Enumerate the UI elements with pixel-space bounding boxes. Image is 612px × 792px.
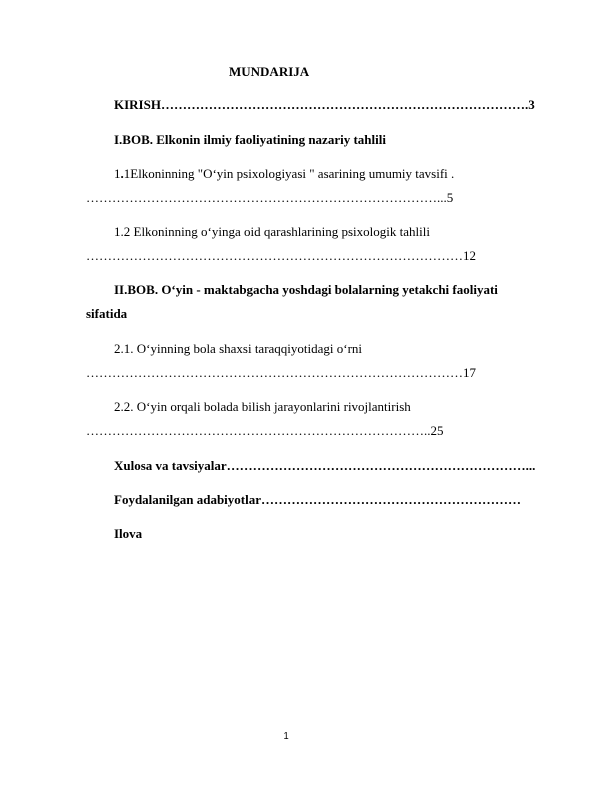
toc-entry-xulosa: Xulosa va tavsiyalar……………………………………………………………...: [114, 458, 536, 473]
toc-entry-1-1-leader: ………………………………………………………………………...5: [86, 190, 454, 205]
toc-chapter-2-heading-cont: sifatida: [86, 306, 128, 321]
toc-entry-kirish: KIRISH………………………………………………………………………….3: [114, 97, 535, 112]
toc-entry-1-1-dot: .: [120, 166, 124, 181]
toc-entry-2-1: 2.1. O‘yinning bola shaxsi taraqqiyotidagi o‘rni: [114, 341, 363, 356]
toc-entry-2-2: 2.2. O‘yin orqali bolada bilish jarayonlarini rivojlantirish: [114, 399, 411, 414]
toc-entry-adabiyotlar: Foydalanilgan adabiyotlar……………………………………………………: [114, 492, 521, 507]
toc-entry-1-2: 1.2 Elkoninning o‘yinga oid qarashlarining psixologik tahlili: [114, 224, 430, 239]
toc-entry-ilova: Ilova: [114, 526, 143, 541]
toc-entry-2-2-leader: ……………………………………………………………………..25: [86, 423, 444, 438]
toc-entry-1-1-text: 1Elkoninning "O‘yin psixologiyasi " asarining umumiy tavsifi .: [123, 166, 455, 181]
toc-entry-1-1: [114, 166, 454, 182]
toc-chapter-2-heading: II.BOB. O‘yin - maktabgacha yoshdagi bolalarning yetakchi faoliyati: [114, 282, 498, 297]
toc-entry-2-1-leader: ……………………………………………………………………………17: [86, 365, 476, 380]
toc-entry-1-2-leader: ……………………………………………………………………………12: [86, 248, 476, 263]
toc-entry-1-1-prefix: 1: [114, 166, 121, 181]
toc-title: MUNDARIJA: [229, 64, 310, 79]
toc-chapter-1-heading: I.BOB. Elkonin ilmiy faoliyatining nazariy tahlili: [114, 132, 386, 147]
page-number: 1: [283, 731, 289, 742]
